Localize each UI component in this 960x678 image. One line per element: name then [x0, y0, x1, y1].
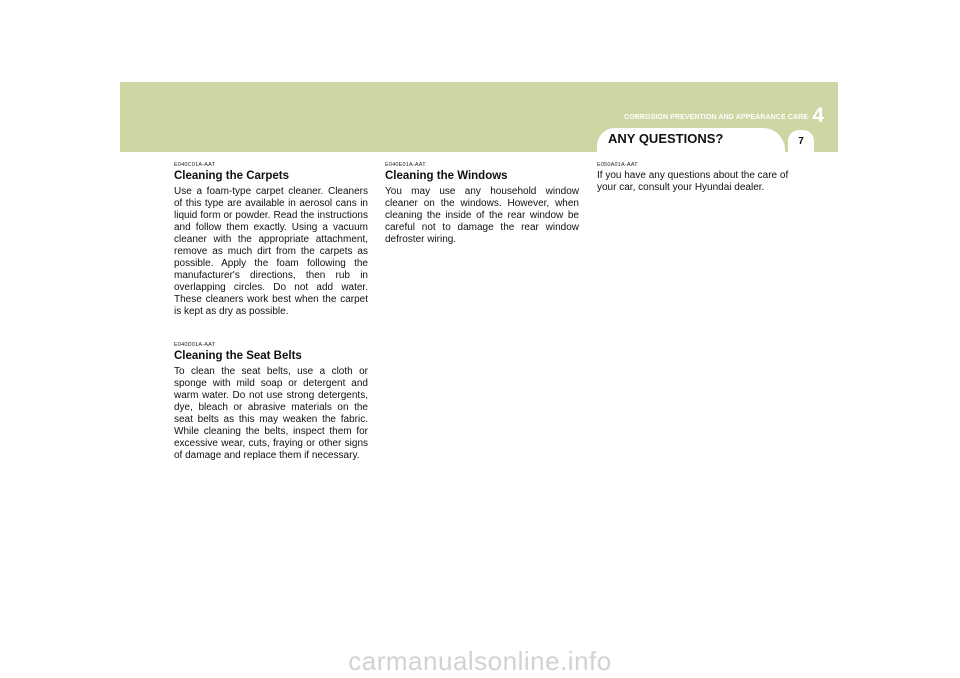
section-heading: Cleaning the Carpets: [174, 170, 290, 182]
section-tab-title: ANY QUESTIONS?: [608, 131, 724, 146]
section-seat-belts: [174, 342, 368, 462]
section-body: Use a foam-type carpet cleaner. Cleaners of this type are available in aerosol cans in liquid form or powder. Read the instructions and follow them exactly. Using a vacuum cleaner with the appropriate attachment, remove as much dirt from the carpets as possible. Apply the foam following the manufacturer's directions, then rub in overlapping circles. Do not add water. These cleaners work best when the carpet is kept as dry as possible.: [174, 186, 368, 317]
section-windows: [385, 162, 579, 246]
watermark: carmanualsonline.info: [348, 646, 612, 676]
column-left: [174, 162, 368, 486]
page-number: 7: [798, 136, 804, 147]
column-right: [597, 162, 791, 218]
section-header: CORROSION PREVENTION AND APPEARANCE CARE: [624, 114, 808, 121]
section-code: E040E01A-AAT: [385, 162, 426, 168]
chapter-number: 4: [812, 104, 824, 127]
section-heading: Cleaning the Seat Belts: [174, 350, 302, 362]
section-code: E040D01A-AAT: [174, 342, 216, 348]
section-any-questions: [597, 162, 791, 194]
column-middle: [385, 162, 579, 270]
section-body: You may use any household window cleaner on the windows. However, when cleaning the inside of the rear window be careful not to damage the rear window defroster wiring.: [385, 186, 579, 245]
section-code: E050A01A-AAT: [597, 162, 638, 168]
section-heading: Cleaning the Windows: [385, 170, 508, 182]
section-carpets: [174, 162, 368, 318]
section-body: If you have any questions about the care of your car, consult your Hyundai dealer.: [597, 170, 789, 193]
section-body: To clean the seat belts, use a cloth or sponge with mild soap or detergent and warm water. Do not use strong detergents, dye, bleach or abrasive materials on the seat belts as this may weaken the fabric. While cleaning the belts, inspect them for excessive wear, cuts, fraying or other signs of damage and replace them if necessary.: [174, 366, 368, 461]
section-code: E040C01A-AAT: [174, 162, 216, 168]
